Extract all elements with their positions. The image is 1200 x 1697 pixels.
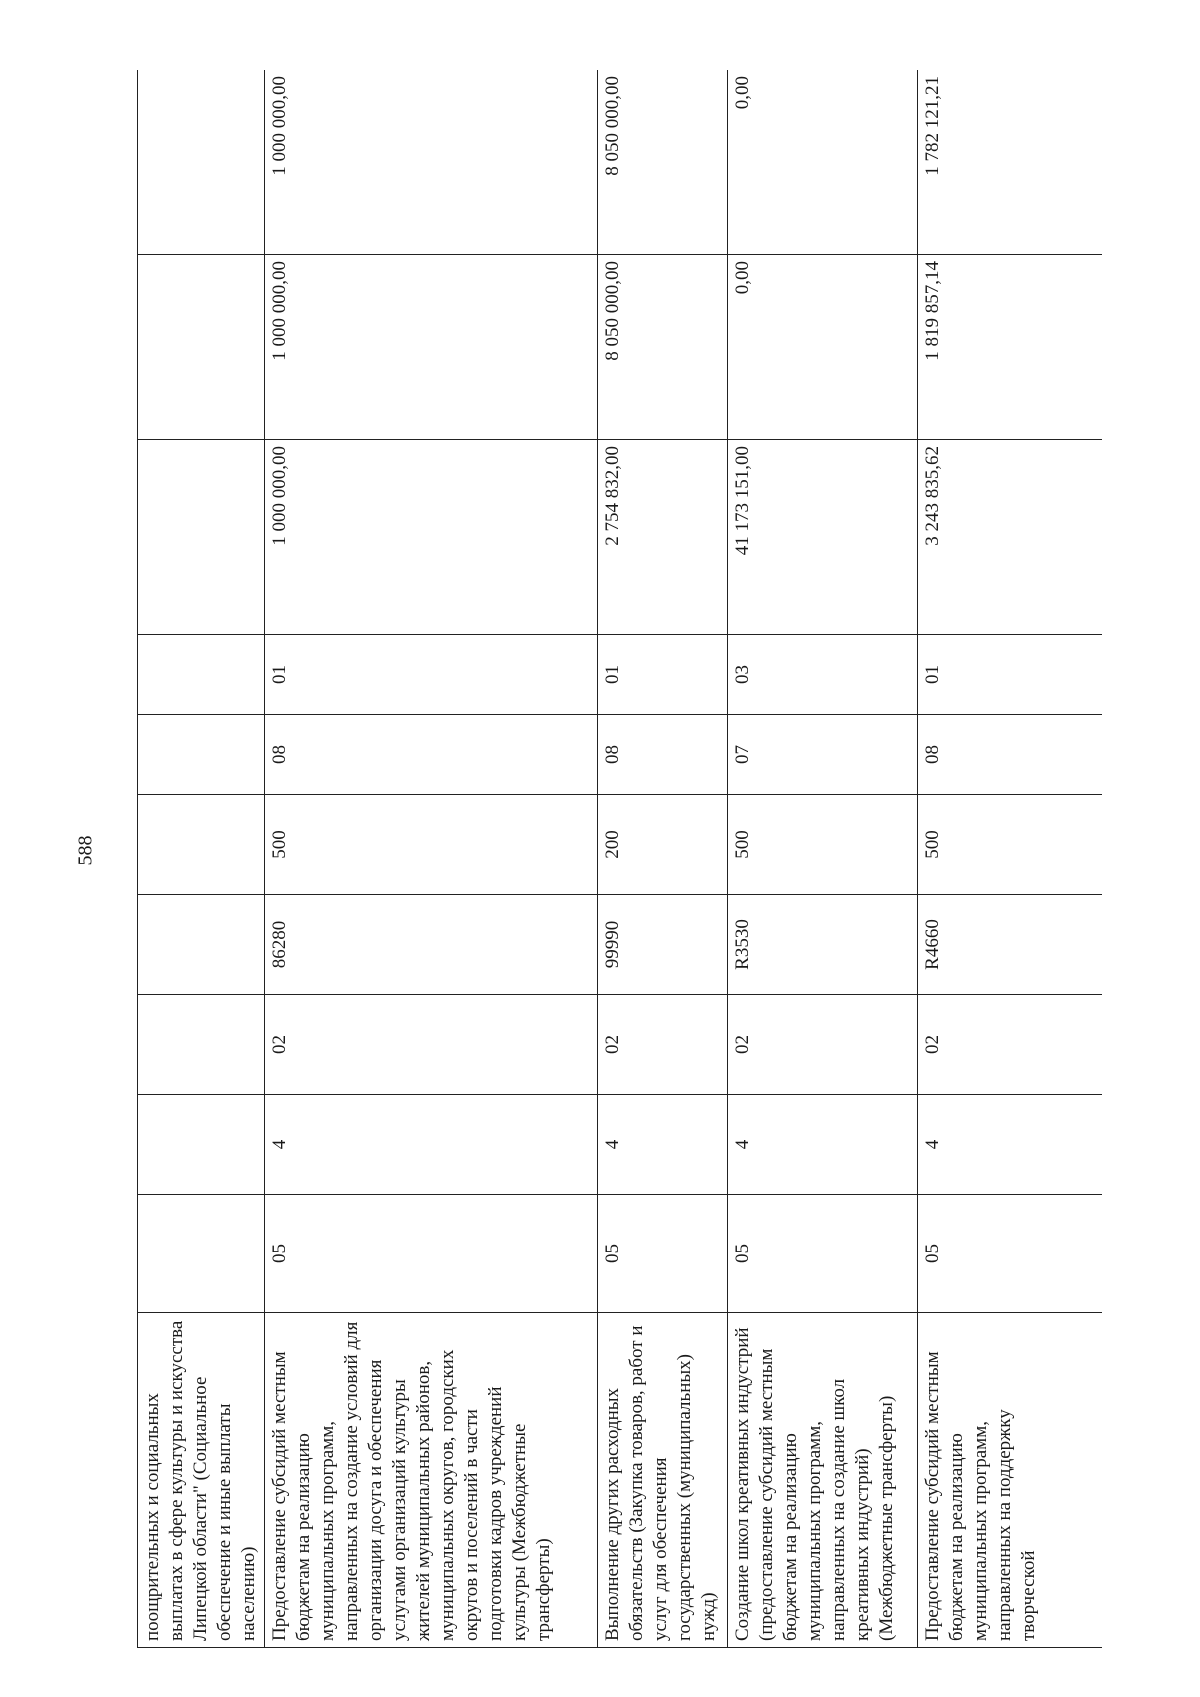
code-cell: 02 <box>265 995 598 1095</box>
code-cell <box>138 715 265 795</box>
amount-cell: 2 754 832,00 <box>598 440 728 635</box>
amount-cell: 0,00 <box>728 70 918 255</box>
code-cell: 500 <box>265 795 598 895</box>
table-row <box>598 70 728 1648</box>
table-row <box>265 70 598 1648</box>
code-cell: 86280 <box>265 895 598 995</box>
code-cell <box>138 635 265 715</box>
row-description: поощрительных и социальных выплатах в сфере культуры и искусства Липецкой области" (Социальное обеспечение и иные выплаты населению) <box>138 1313 265 1648</box>
code-cell: 05 <box>265 1195 598 1313</box>
code-cell: 02 <box>728 995 918 1095</box>
budget-table-rotated <box>137 70 1102 1648</box>
code-cell: 08 <box>918 715 1103 795</box>
code-cell: 01 <box>598 635 728 715</box>
code-cell: 4 <box>728 1095 918 1195</box>
code-cell: 02 <box>918 995 1103 1095</box>
amount-cell <box>138 255 265 440</box>
amount-cell: 1 000 000,00 <box>265 70 598 255</box>
amount-cell <box>138 440 265 635</box>
code-cell: 08 <box>265 715 598 795</box>
amount-cell: 1 819 857,14 <box>918 255 1103 440</box>
code-cell: R3530 <box>728 895 918 995</box>
amount-cell: 1 782 121,21 <box>918 70 1103 255</box>
amount-cell: 1 000 000,00 <box>265 440 598 635</box>
code-cell: 200 <box>598 795 728 895</box>
amount-cell: 8 050 000,00 <box>598 255 728 440</box>
code-cell: 07 <box>728 715 918 795</box>
amount-cell: 0,00 <box>728 255 918 440</box>
code-cell: 4 <box>265 1095 598 1195</box>
code-cell: 03 <box>728 635 918 715</box>
code-cell <box>138 1095 265 1195</box>
row-description: Предоставление субсидий местным бюджетам на реализацию муниципальных программ, направленных на поддержку творческой <box>918 1313 1103 1648</box>
code-cell: 500 <box>728 795 918 895</box>
table-row <box>138 70 265 1648</box>
row-description: Выполнение других расходных обязательств (Закупка товаров, работ и услуг для обеспечения государственных (муниципальных) нужд) <box>598 1313 728 1648</box>
page-number <box>66 820 106 880</box>
amount-cell: 41 173 151,00 <box>728 440 918 635</box>
amount-cell <box>138 70 265 255</box>
code-cell <box>138 895 265 995</box>
amount-cell: 1 000 000,00 <box>265 255 598 440</box>
code-cell: 500 <box>918 795 1103 895</box>
row-description: Предоставление субсидий местным бюджетам на реализацию муниципальных программ, направленных на создание условий для организации досуга и обеспечения услугами организаций культуры жителей муниципальных районов, муниципальных округов, городских округов и поселений в части подготовки кадров учреждений культуры (Межбюджетные трансферты) <box>265 1313 598 1648</box>
code-cell: 05 <box>918 1195 1103 1313</box>
code-cell: R4660 <box>918 895 1103 995</box>
code-cell: 08 <box>598 715 728 795</box>
code-cell: 4 <box>598 1095 728 1195</box>
code-cell: 01 <box>918 635 1103 715</box>
amount-cell: 3 243 835,62 <box>918 440 1103 635</box>
table-row <box>728 70 918 1648</box>
amount-cell: 8 050 000,00 <box>598 70 728 255</box>
code-cell <box>138 1195 265 1313</box>
budget-table <box>137 70 1102 1648</box>
code-cell: 99990 <box>598 895 728 995</box>
page-number-text: 588 <box>74 835 97 865</box>
table-row <box>918 70 1103 1648</box>
code-cell: 02 <box>598 995 728 1095</box>
code-cell <box>138 795 265 895</box>
row-description: Создание школ креативных индустрий (предоставление субсидий местным бюджетам на реализацию муниципальных программ, направленных на создание школ креативных индустрий) (Межбюджетные трансферты) <box>728 1313 918 1648</box>
code-cell: 05 <box>728 1195 918 1313</box>
budget-table-frame <box>137 70 1102 1648</box>
code-cell <box>138 995 265 1095</box>
code-cell: 4 <box>918 1095 1103 1195</box>
code-cell: 05 <box>598 1195 728 1313</box>
code-cell: 01 <box>265 635 598 715</box>
